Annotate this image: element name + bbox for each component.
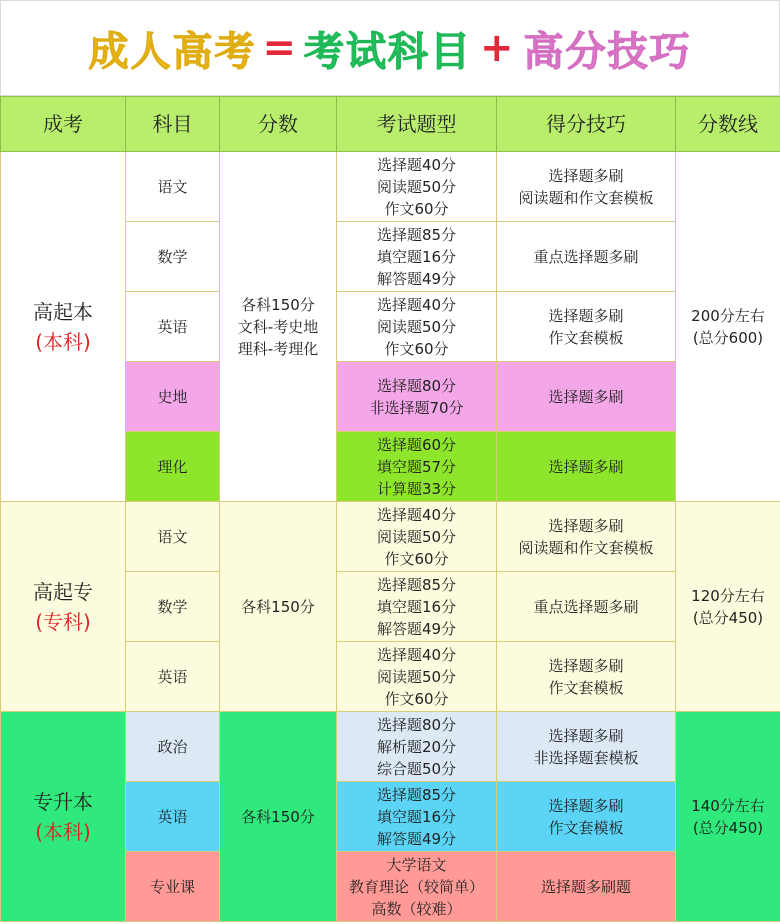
tips-cell (497, 222, 676, 292)
subject-cell: 数学 (126, 222, 220, 292)
types-cell (337, 432, 497, 502)
cutoff-line: 140分左右 (691, 796, 765, 815)
tip-line: 阅读题和作文套模板 (518, 188, 654, 207)
type-line: 选择题40分 (376, 645, 457, 664)
cutoff-line: 120分左右 (691, 586, 765, 605)
type-line: 阅读题50分 (376, 667, 457, 686)
types-cell (337, 852, 497, 922)
group-level: (本科) (35, 819, 91, 844)
type-line: 计算题33分 (376, 479, 457, 498)
type-line: 阅读题50分 (376, 527, 457, 546)
score-line: 文科-考史地 (237, 317, 319, 336)
header-cell: 分数线 (676, 97, 780, 152)
subject-cell: 英语 (126, 642, 220, 712)
tips-cell (497, 432, 676, 502)
types-cell (337, 642, 497, 712)
group-cell-zhuanshengben (1, 712, 126, 922)
group-cell-gaoqizhuan (1, 502, 126, 712)
tips-cell (497, 572, 676, 642)
cutoff-cell (676, 152, 780, 502)
type-line: 解答题49分 (376, 829, 457, 848)
tip-line: 选择题多刷 (548, 306, 624, 325)
type-line: 教育理论（较简单） (348, 877, 484, 896)
type-line: 解答题49分 (376, 619, 457, 638)
type-line: 选择题80分 (376, 715, 457, 734)
title-equals-sign: = (262, 25, 298, 71)
type-line: 选择题60分 (376, 435, 457, 454)
type-line: 选择题85分 (376, 785, 457, 804)
type-line: 高数（较难） (371, 899, 462, 918)
type-line: 选择题40分 (376, 295, 457, 314)
type-line: 阅读题50分 (376, 317, 457, 336)
group-name: 高起本 (33, 299, 93, 324)
group-cell-gaoqiben (1, 152, 126, 502)
subject-cell: 数学 (126, 572, 220, 642)
type-line: 选择题40分 (376, 505, 457, 524)
tip-line: 作文套模板 (548, 818, 624, 837)
type-line: 解答题49分 (376, 269, 457, 288)
tip-line: 选择题多刷 (548, 656, 624, 675)
cutoff-line: 200分左右 (691, 306, 765, 325)
types-cell (337, 292, 497, 362)
type-line: 填空题16分 (376, 247, 457, 266)
subject-cell: 英语 (126, 292, 220, 362)
header-cell: 科目 (126, 97, 220, 152)
score-line: 各科150分 (241, 295, 315, 314)
header-cell: 分数 (220, 97, 337, 152)
type-line: 作文60分 (384, 339, 449, 358)
subject-cell: 史地 (126, 362, 220, 432)
tip-line: 作文套模板 (548, 328, 624, 347)
types-cell (337, 222, 497, 292)
type-line: 选择题85分 (376, 225, 457, 244)
cutoff-line: (总分450) (692, 608, 764, 627)
type-line: 综合题50分 (376, 759, 457, 778)
types-cell (337, 572, 497, 642)
header-row (1, 97, 780, 152)
tip-line: 选择题多刷 (548, 516, 624, 535)
tips-cell (497, 712, 676, 782)
type-line: 作文60分 (384, 199, 449, 218)
type-line: 选择题85分 (376, 575, 457, 594)
score-line: 各科150分 (241, 807, 315, 826)
tips-cell (497, 782, 676, 852)
subject-cell: 语文 (126, 502, 220, 572)
header-cell: 成考 (1, 97, 126, 152)
type-line: 阅读题50分 (376, 177, 457, 196)
group-name: 高起专 (33, 579, 93, 604)
cutoff-line: (总分450) (692, 818, 764, 837)
tip-line: 作文套模板 (548, 678, 624, 697)
type-line: 非选择题70分 (369, 398, 464, 417)
tips-cell (497, 852, 676, 922)
tip-line: 选择题多刷 (548, 796, 624, 815)
type-line: 大学语文 (386, 855, 447, 874)
score-cell (220, 152, 337, 502)
tips-cell (497, 502, 676, 572)
title-part-3: 高分技巧 (523, 28, 692, 75)
type-line: 解析题20分 (376, 737, 457, 756)
table-row (1, 712, 780, 782)
tip-line: 选择题多刷 (548, 726, 624, 745)
score-line: 各科150分 (241, 597, 315, 616)
tips-cell (497, 642, 676, 712)
subject-cell: 理化 (126, 432, 220, 502)
type-line: 选择题40分 (376, 155, 457, 174)
type-line: 作文60分 (384, 549, 449, 568)
type-line: 填空题16分 (376, 597, 457, 616)
tip-line: 选择题多刷 (548, 387, 624, 406)
group-name: 专升本 (33, 789, 93, 814)
types-cell (337, 502, 497, 572)
subject-cell: 语文 (126, 152, 220, 222)
header-cell: 得分技巧 (497, 97, 676, 152)
table-row (1, 502, 780, 572)
tip-line: 选择题多刷 (548, 457, 624, 476)
cutoff-line: (总分600) (692, 328, 764, 347)
type-line: 作文60分 (384, 689, 449, 708)
page-title (0, 0, 780, 96)
exam-table (0, 96, 780, 922)
title-part-2: 考试科目 (304, 28, 472, 75)
score-line: 理科-考理化 (237, 339, 319, 358)
tip-line: 阅读题和作文套模板 (518, 538, 654, 557)
types-cell (337, 362, 497, 432)
title-plus-sign: + (480, 25, 516, 71)
score-cell (220, 712, 337, 922)
score-cell (220, 502, 337, 712)
tip-line: 选择题多刷 (548, 166, 624, 185)
group-level: (专科) (35, 609, 91, 634)
header-cell: 考试题型 (337, 97, 497, 152)
subject-cell: 专业课 (126, 852, 220, 922)
title-part-1: 成人高考 (88, 28, 257, 75)
types-cell (337, 712, 497, 782)
tip-line: 选择题多刷题 (540, 877, 631, 896)
types-cell (337, 782, 497, 852)
tips-cell (497, 292, 676, 362)
tip-line: 非选择题套模板 (533, 748, 639, 767)
type-line: 选择题80分 (376, 376, 457, 395)
subject-cell: 英语 (126, 782, 220, 852)
cutoff-cell (676, 712, 780, 922)
subject-cell: 政治 (126, 712, 220, 782)
table-row (1, 152, 780, 222)
tips-cell (497, 362, 676, 432)
group-level: (本科) (35, 329, 91, 354)
type-line: 填空题16分 (376, 807, 457, 826)
tip-line: 重点选择题多刷 (533, 597, 639, 616)
type-line: 填空题57分 (376, 457, 457, 476)
tips-cell (497, 152, 676, 222)
tip-line: 重点选择题多刷 (533, 247, 639, 266)
cutoff-cell (676, 502, 780, 712)
types-cell (337, 152, 497, 222)
